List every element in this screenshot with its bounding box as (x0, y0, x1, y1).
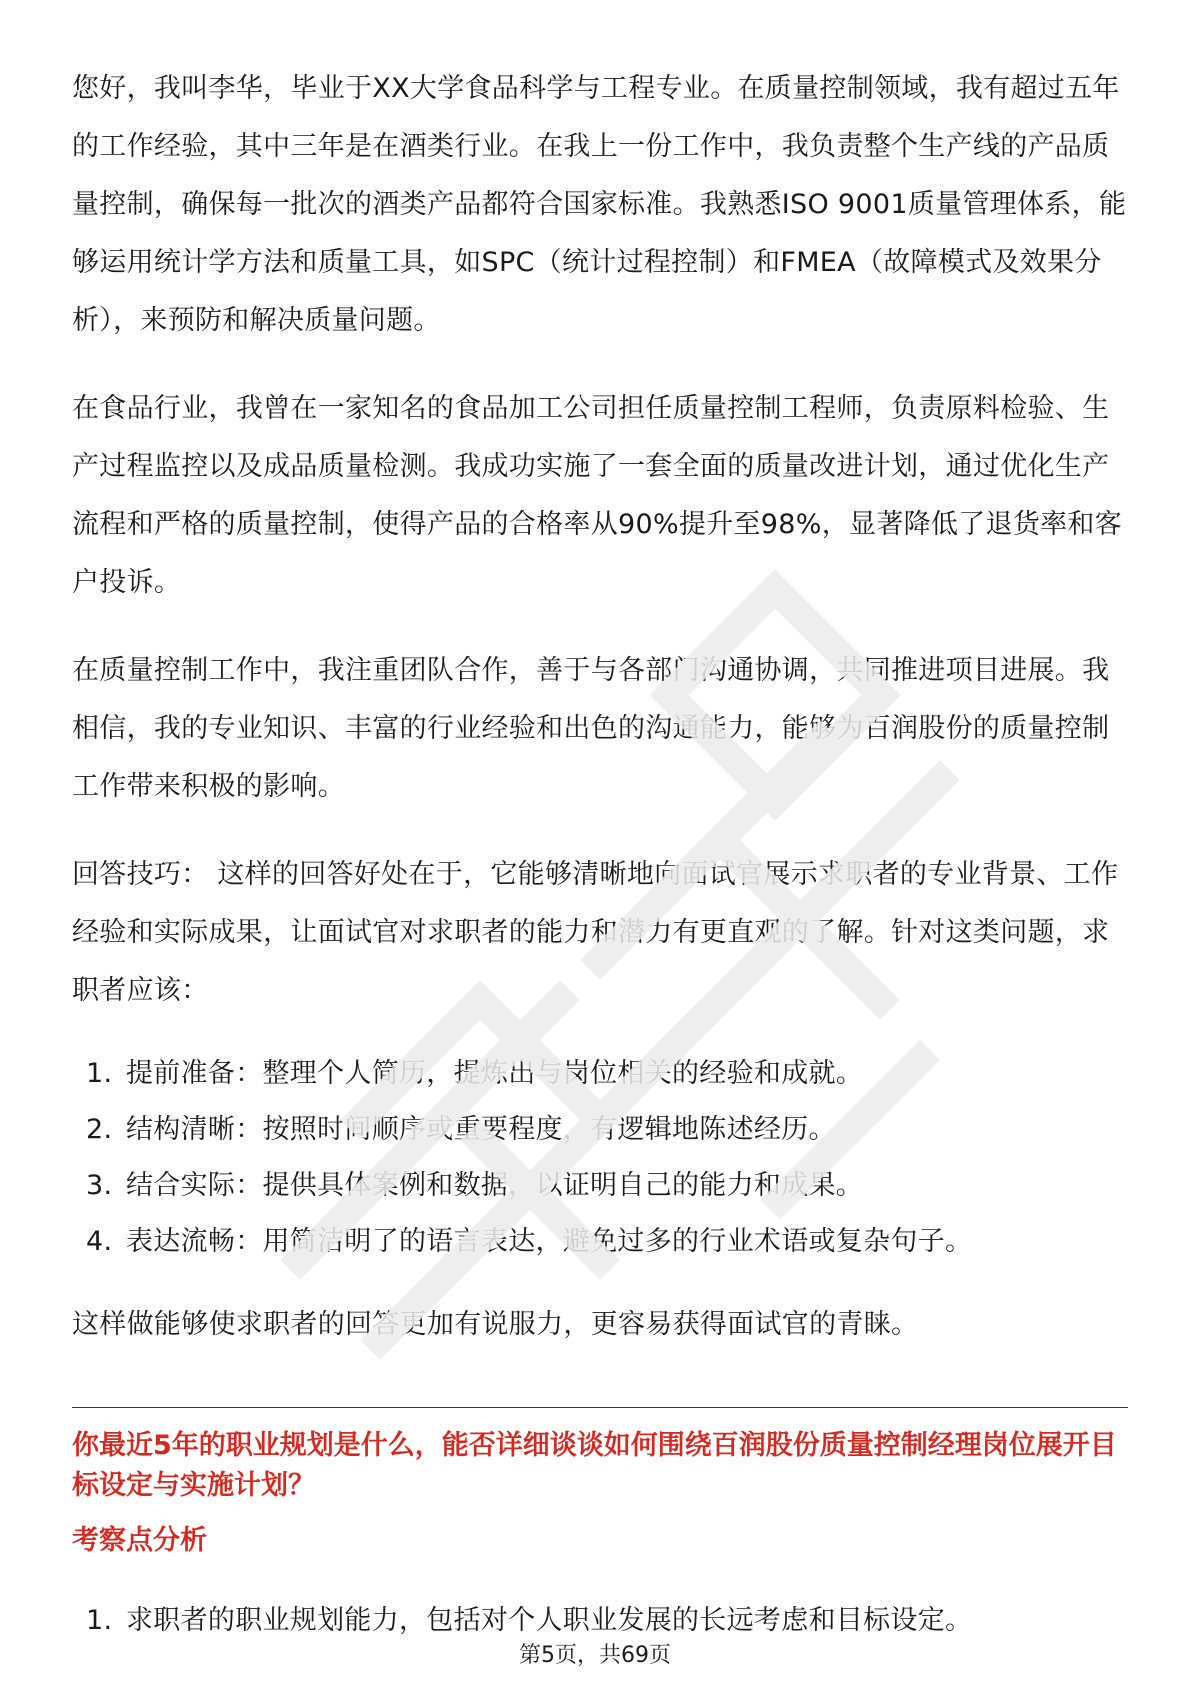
list-item: 1. 求职者的职业规划能力，包括对个人职业发展的长远考虑和目标设定。 (86, 1605, 973, 1636)
document-body (72, 60, 1128, 1354)
section-divider (72, 1407, 1128, 1408)
paragraph-answer-tips: 回答技巧： 这样的回答好处在于，它能够清晰地向面试官展示求职者的专业背景、工作经验和实际成果，让面试官对求职者的能力和潜力有更直观的了解。针对这类问题，求职者应该： (72, 859, 1119, 1006)
list-item: 1. 提前准备：整理个人简历，提炼出与岗位相关的经验和成就。 (86, 1058, 864, 1089)
paragraph-intro: 您好，我叫李华，毕业于XX大学食品科学与工程专业。在质量控制领域，我有超过五年的工作经验，其中三年是在酒类行业。在我上一份工作中，我负责整个生产线的产品质量控制，确保每一批次的酒类产品都符合国家标准。我熟悉ISO 9001质量管理体系，能够运用统计学方法和质量工具，如SPC（统计过程控制）和FMEA（故障模式及效果分析），来预防和解决质量问题。 (72, 73, 1127, 336)
paragraph-food-industry: 在食品行业，我曾在一家知名的食品加工公司担任质量控制工程师，负责原料检验、生产过程监控以及成品质量检测。我成功实施了一套全面的质量改进计划，通过优化生产流程和严格的质量控制，使得产品的合格率从90%提升至98%，显著降低了退货率和客户投诉。 (72, 393, 1123, 598)
analysis-heading: 考察点分析 (72, 1525, 207, 1556)
list-item: 2. 结构清晰：按照时间顺序或重要程度，有逻辑地陈述经历。 (86, 1114, 836, 1145)
paragraph-closing: 这样做能够使求职者的回答更加有说服力，更容易获得面试官的青睐。 (72, 1309, 919, 1340)
paragraph-teamwork: 在质量控制工作中，我注重团队合作，善于与各部门沟通协调，共同推进项目进展。我相信，我的专业知识、丰富的行业经验和出色的沟通能力，能够为百润股份的质量控制工作带来积极的影响。 (72, 655, 1110, 802)
tips-list (72, 1046, 1128, 1270)
list-item: 4. 表达流畅：用简洁明了的语言表达，避免过多的行业术语或复杂句子。 (86, 1226, 973, 1257)
list-item: 3. 结合实际：提供具体案例和数据，以证明自己的能力和成果。 (86, 1170, 864, 1201)
page-footer: 第5页，共69页 (519, 1643, 671, 1668)
interview-question: 你最近5年的职业规划是什么，能否详细谈谈如何围绕百润股份质量控制经理岗位展开目标设定与实施计划？ (72, 1430, 1117, 1501)
